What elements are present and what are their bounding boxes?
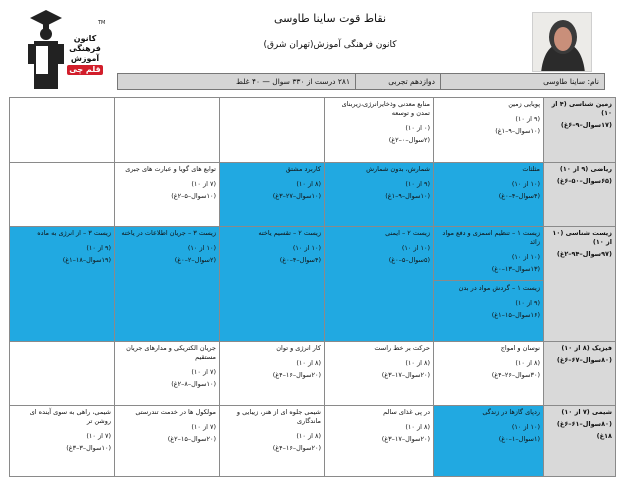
topic-score: (۹ از ۱۰) <box>515 299 540 307</box>
student-name: نام: ساینا طاوسی <box>440 74 604 89</box>
topic-detail: (۳۰سوال–۲۶–۴غ) <box>491 370 540 379</box>
subject-name: ریاضی (۹ از ۱۰) <box>559 164 612 173</box>
topic-cell <box>325 162 434 227</box>
topic-cell <box>115 341 220 406</box>
topic-score: (۷ از ۱۰) <box>86 432 111 441</box>
kanoon-logo <box>16 6 104 96</box>
topic-score: (۰ از ۱۰) <box>405 124 430 132</box>
topic-title: پویایی زمین <box>508 100 540 108</box>
topic-cell <box>325 341 434 406</box>
topic-title: کاربرد مشتق <box>285 164 321 173</box>
topic-title: زیست ۳ – از انرژی به ماده <box>37 229 111 237</box>
topic-cell <box>220 162 325 227</box>
subject-name: زیست شناسی (۱۰ از ۱۰) <box>552 229 612 246</box>
topic-cell <box>434 227 544 342</box>
topic-detail: (۴سوال–۴–۰غ) <box>279 256 321 264</box>
topic-cell <box>115 406 220 477</box>
subject-detail: (۸۰سوال–۶۷–۶غ) <box>556 355 612 364</box>
topic-title: زیست ۳ – جریان اطلاعات در یاخته <box>121 229 216 237</box>
topic-title: زیست ۲ – تقسیم یاخته <box>258 229 321 237</box>
topic-title: زیست ۲ – ایمنی <box>385 229 430 237</box>
topic-title: نوسان و امواج <box>500 343 540 352</box>
page-subtitle: کانون فرهنگی آموزش(تهران شرق) <box>263 40 397 50</box>
topic-cell <box>115 162 220 227</box>
topic-cell <box>434 341 544 406</box>
topic-detail: (۲۰سوال–۱۶–۴غ) <box>272 370 321 379</box>
empty-cell <box>10 98 115 163</box>
topic-title: شیمی، راهی به سوی آینده ای روشن تر <box>29 408 111 426</box>
topic-cell <box>434 162 544 227</box>
topic-score: (۸ از ۱۰) <box>405 358 430 367</box>
topic-cell <box>325 98 434 163</box>
topic-detail: (۱۳سوال–۱۳–۰غ) <box>491 265 540 273</box>
subject-detail: (۱۷سوال–۹–۶غ) <box>560 121 612 129</box>
page-title: نقاط قوت ساینا طاوسی <box>273 12 387 25</box>
subject-detail: (۶۵سوال–۵۰–۶غ) <box>556 176 612 185</box>
topic-score: (۱۰ از ۱۰) <box>511 423 540 432</box>
subject-name: زمین شناسی (۴ از ۱۰) <box>551 100 612 117</box>
topic-score: (۹ از ۱۰) <box>405 179 430 188</box>
topic-score: (۹ از ۱۰) <box>515 115 540 123</box>
student-info-bar <box>117 73 605 90</box>
topic-cell <box>325 227 434 342</box>
topic-detail: (۱۰سوال–۵–۲غ) <box>171 191 216 200</box>
topic-detail: (۱۰سوال–۹–۱غ) <box>385 191 430 200</box>
table-row <box>10 162 616 227</box>
topic-detail: (۱۰سوال–۳–۳غ) <box>66 444 111 453</box>
topic-title: زیست ۱ – تنظیم اسمزی و دفع مواد زائد <box>442 229 540 246</box>
topic-detail: (۲سوال–۰–۲غ) <box>388 136 430 144</box>
topic-score: (۷ از ۱۰) <box>191 423 216 432</box>
topic-score: (۷ از ۱۰) <box>191 367 216 376</box>
empty-cell <box>115 98 220 163</box>
topic-score: (۱۰ از ۱۰) <box>187 244 216 252</box>
empty-cell <box>10 162 115 227</box>
topic-title: حرکت بر خط راست <box>374 343 430 352</box>
subject-cell <box>544 98 616 163</box>
topic-title: جریان الکتریکی و مدارهای جریان مستقیم <box>126 343 216 361</box>
empty-cell <box>10 341 115 406</box>
topic-cell <box>220 227 325 342</box>
topic-detail: (۱۶سوال–۱۵–۱غ) <box>491 311 540 319</box>
table-row <box>10 406 616 477</box>
topic-score: (۱۰ از ۱۰) <box>401 244 430 252</box>
topic-detail: (۲۰سوال–۱۶–۴غ) <box>272 444 321 453</box>
topic-title: شیمی جلوه ای از هنر، زیبایی و ماندگاری <box>236 408 321 426</box>
topic-cell <box>325 406 434 477</box>
topic-score: (۹ از ۱۰) <box>86 244 111 252</box>
topic-cell <box>434 406 544 477</box>
empty-cell <box>220 98 325 163</box>
subject-cell <box>544 341 616 406</box>
topic-score: (۸ از ۱۰) <box>515 358 540 367</box>
logo-wordmark: کانون فرهنگی آموزش قلم چی <box>69 34 101 74</box>
table-row <box>10 341 616 406</box>
subject-detail: (۸۰سوال–۶۱–۶غ) <box>556 420 612 429</box>
topic-title: مولکول ها در خدمت تندرستی <box>135 408 216 417</box>
topic-cell <box>434 98 544 163</box>
topic-title: منابع معدنی وذخایرانرژی،زیربنای تمدن و توسعه <box>341 100 430 117</box>
topic-detail: (۴سوال–۴–۰غ) <box>498 191 540 200</box>
strengths-table <box>9 97 616 477</box>
topic-title: شمارش، بدون شمارش <box>366 164 430 173</box>
topic-score: (۸ از ۱۰) <box>296 179 321 188</box>
topic-score: (۸ از ۱۰) <box>296 432 321 441</box>
topic-detail: (۲سوال–۲–۰غ) <box>174 256 216 264</box>
table-row <box>10 227 616 342</box>
topic-detail: (۲۰سوال–۱۷–۳غ) <box>381 435 430 444</box>
topic-title: در پی غذای سالم <box>383 408 430 417</box>
topic-score: (۸ از ۱۰) <box>405 423 430 432</box>
topic-title: کار انرژی و توان <box>276 343 321 352</box>
topic-detail: (۵سوال–۵–۰غ) <box>388 256 430 264</box>
topic-detail: (۱۰سوال–۹–۱غ) <box>495 127 540 135</box>
trademark-mark: TM <box>98 20 106 26</box>
topic-title: زیست ۱ – گردش مواد در بدن <box>458 284 540 292</box>
table-row <box>10 98 616 163</box>
topic-cell <box>10 227 115 342</box>
score-summary: ۲۸۱ درست از ۳۳۰ سوال — ۴۰ غلط <box>236 77 350 86</box>
subject-name: فیزیک (۸ از ۱۰) <box>561 343 612 352</box>
topic-detail: (۱۹سوال–۱۸–۱غ) <box>62 256 111 264</box>
avatar-icon <box>533 13 592 72</box>
topic-cell <box>220 406 325 477</box>
graduate-figure-icon <box>26 8 66 92</box>
student-photo <box>532 12 592 72</box>
topic-cell <box>10 406 115 477</box>
subject-cell <box>544 227 616 342</box>
cell-divider <box>434 280 543 281</box>
topic-score: (۱۰ از ۱۰) <box>511 253 540 261</box>
topic-title: ردپای گازها در زندگی <box>482 408 540 417</box>
topic-title: توابع های گویا و عبارت های جبری <box>125 164 216 173</box>
topic-score: (۱۰ از ۱۰) <box>292 244 321 252</box>
topic-score: (۱۰ از ۱۰) <box>511 179 540 188</box>
subject-name: شیمی (۷ از ۱۰) <box>561 408 612 417</box>
topic-title: مثلثات <box>522 164 540 173</box>
topic-detail: (۱۰سوال–۲۷–۳غ) <box>272 191 321 200</box>
topic-detail: (۲۰سوال–۱۷–۳غ) <box>381 370 430 379</box>
topic-score: (۷ از ۱۰) <box>191 179 216 188</box>
subject-cell <box>544 162 616 227</box>
topic-cell <box>115 227 220 342</box>
student-grade: دوازدهم تجربی <box>355 74 440 89</box>
topic-cell <box>220 341 325 406</box>
topic-detail: (۱۰سوال–۸–۲غ) <box>171 379 216 388</box>
subject-detail-extra: ۱۸غ) <box>596 432 612 441</box>
topic-detail: (۱سوال–۱–۰غ) <box>498 435 540 444</box>
subject-detail: (۹۷سوال–۹۴–۲غ) <box>556 250 612 258</box>
subject-cell <box>544 406 616 477</box>
topic-score: (۸ از ۱۰) <box>296 358 321 367</box>
topic-detail: (۲۰سوال–۱۵–۲غ) <box>167 435 216 444</box>
